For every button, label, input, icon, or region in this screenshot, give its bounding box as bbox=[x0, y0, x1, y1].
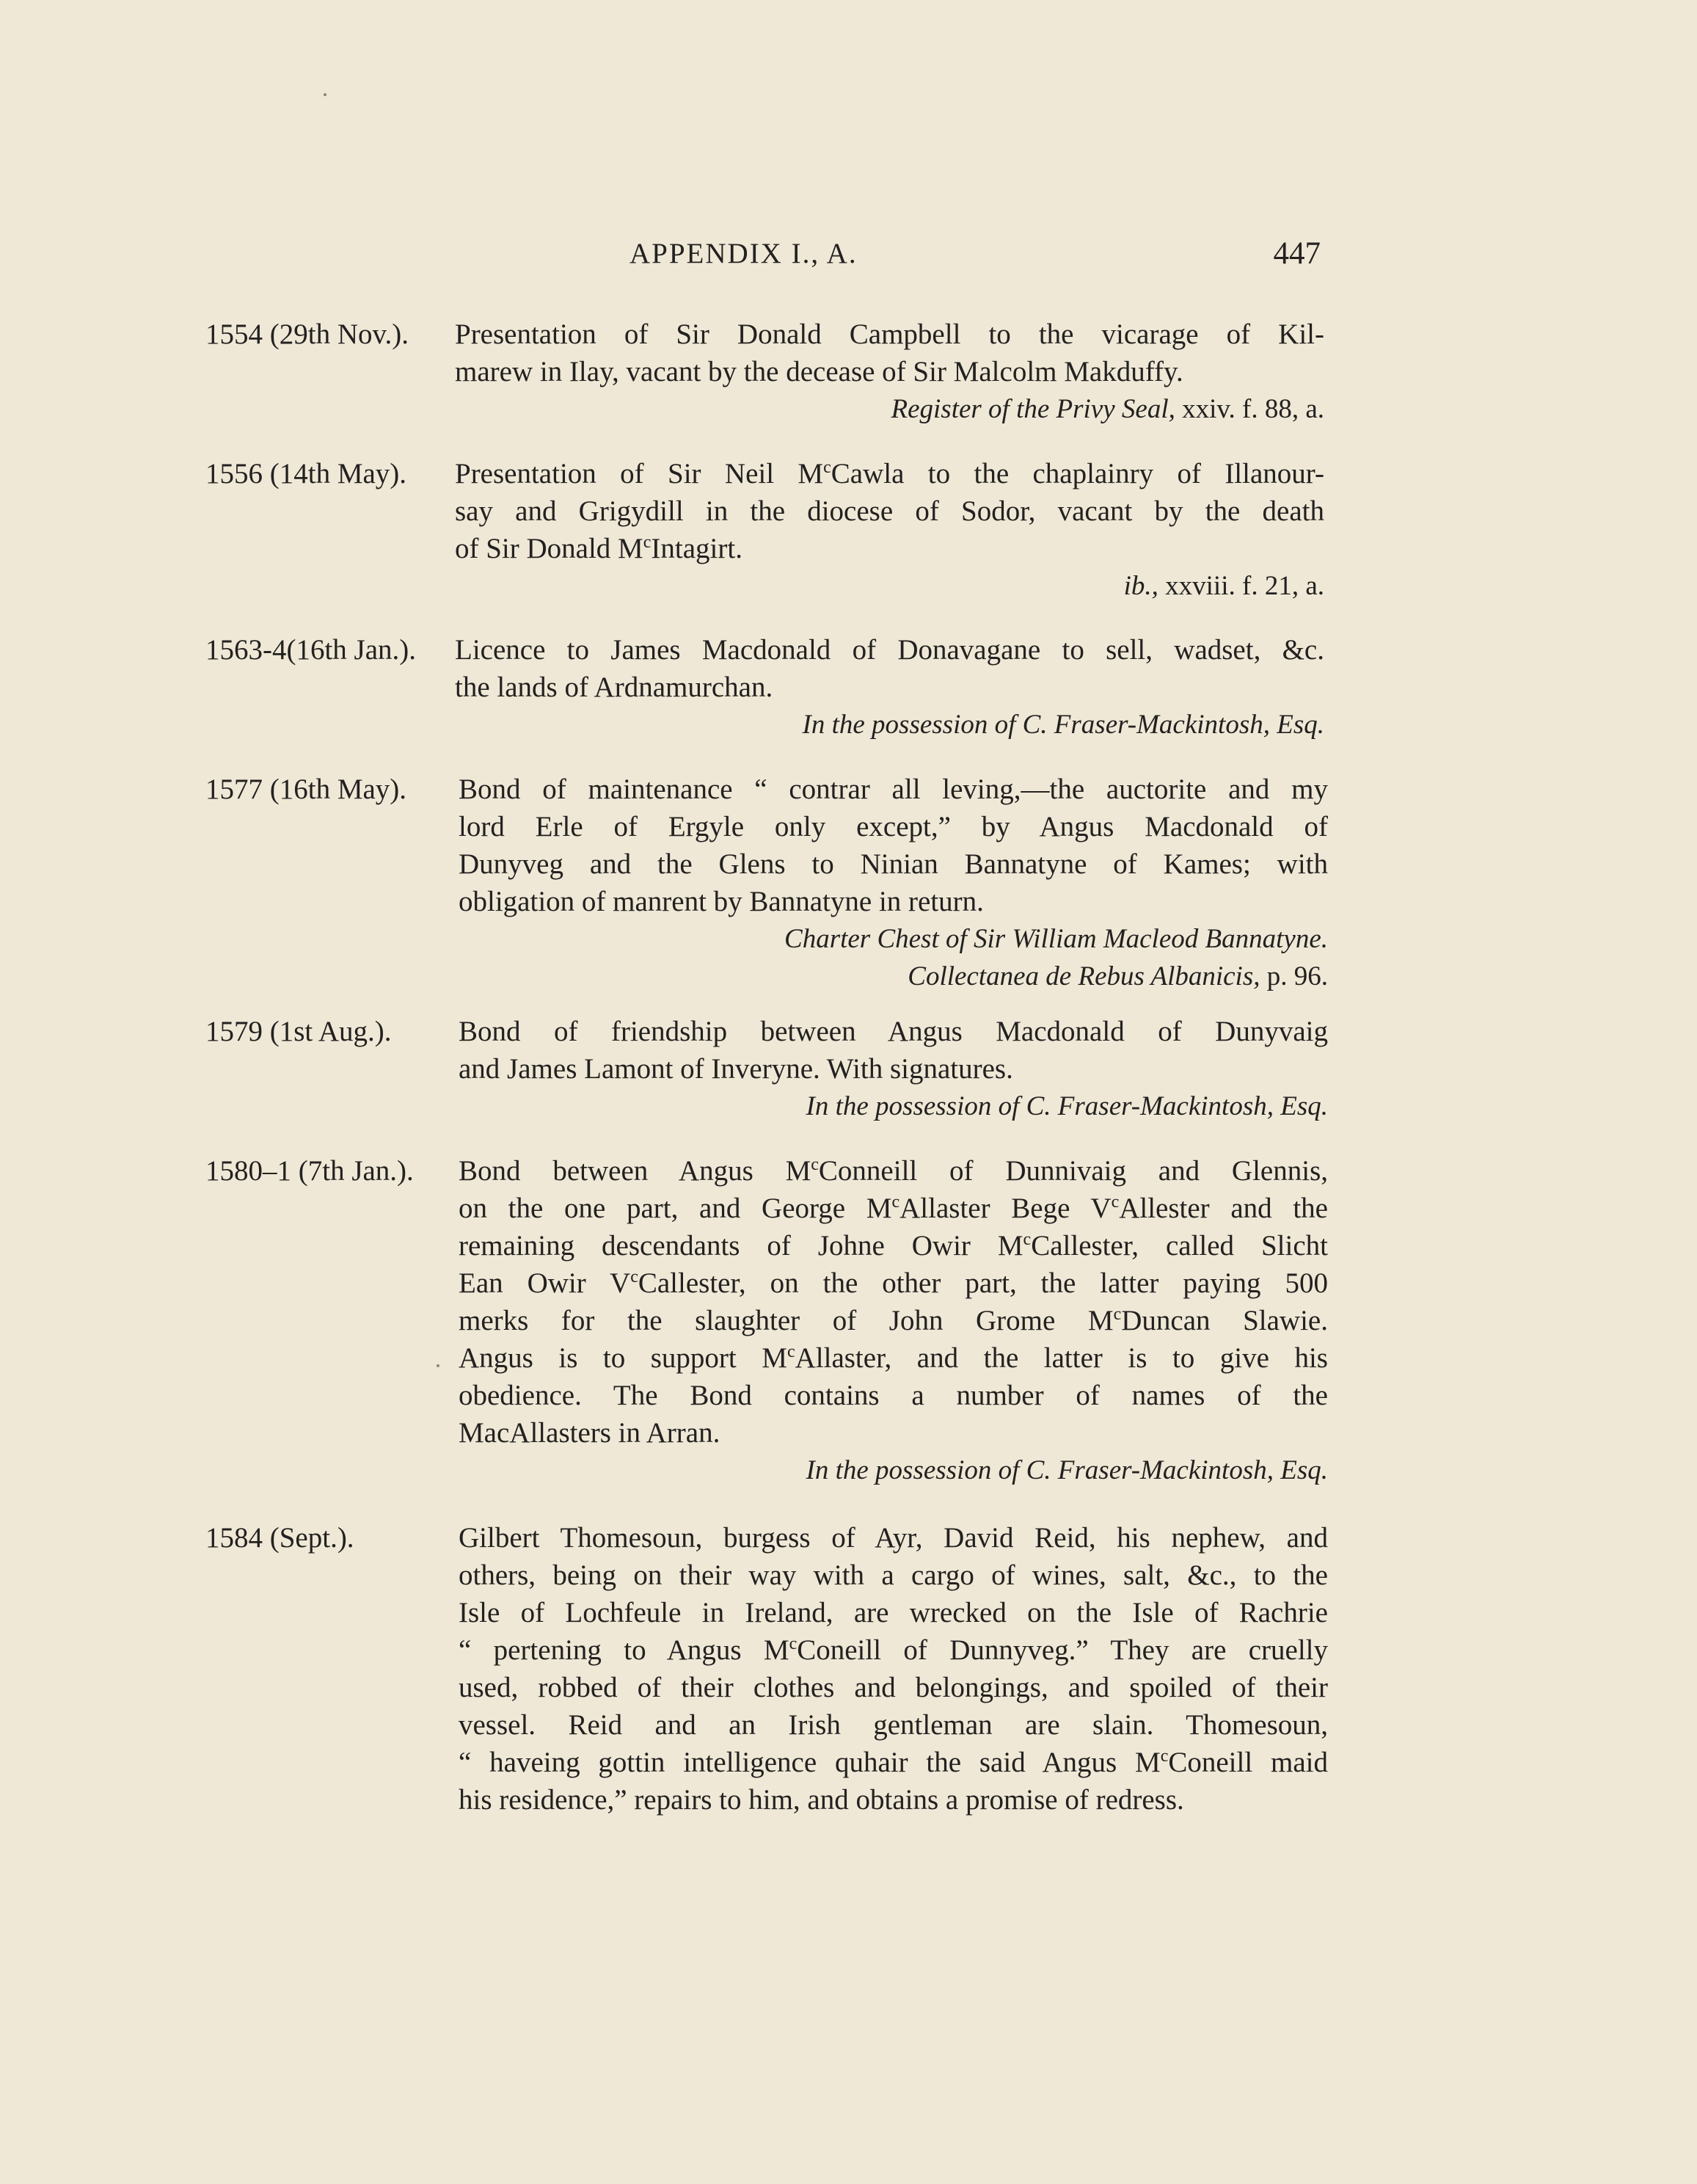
entry-body bbox=[459, 1013, 1328, 1125]
entry-text-line: remaining descendants of Johne Owir $M^cCallester$, called Slicht bbox=[459, 1230, 1328, 1262]
entry-text-line: marew in Ilay, vacant by the decease of Sir Malcolm Makduffy. bbox=[455, 356, 1183, 387]
entry-text-line: on the one part, and George $M^cAllaster$ Bege $V^cAllester$ and the bbox=[459, 1193, 1328, 1224]
entry-text-line: the lands of Ardnamurchan. bbox=[455, 671, 773, 703]
entry-text-line: used, robbed of their clothes and belongings, and spoiled of their bbox=[459, 1672, 1328, 1703]
entry-text-line: of Sir Donald $M^cIntagirt$. bbox=[455, 533, 742, 564]
source-reference: xxiv. f. 88, a. bbox=[1175, 394, 1324, 424]
entry-text-line: Isle of Lochfeule in Ireland, are wrecked on the Isle of Rachrie bbox=[459, 1597, 1328, 1628]
entry-text-line: say and Grigydill in the diocese of Sodor, vacant by the death bbox=[455, 495, 1324, 527]
entry-source bbox=[459, 920, 1328, 958]
source-title: In the possession of C. Fraser-Mackintosh, Esq. bbox=[806, 1091, 1328, 1121]
source-title: Collectanea de Rebus Albanicis, bbox=[908, 961, 1260, 991]
entry-text-line: obligation of manrent by Bannatyne in return. bbox=[459, 886, 984, 917]
entry-date: 1556 (14th May). bbox=[205, 458, 407, 489]
entry-text-line: his residence,” repairs to him, and obtains a promise of redress. bbox=[459, 1784, 1184, 1816]
entry-text-line: Presentation of Sir Neil $M^cCawla$ to the chaplainry of Illanour- bbox=[455, 458, 1324, 489]
entry-text-line: obedience. The Bond contains a number of names of the bbox=[459, 1380, 1328, 1411]
entry-text-line: Bond between Angus $M^cConneill$ of Dunnivaig and Glennis, bbox=[459, 1155, 1328, 1187]
source-reference: p. 96. bbox=[1260, 961, 1328, 991]
entry-text-line: “ pertening to Angus $M^cConeill$ of Dunnyveg.” They are cruelly bbox=[459, 1634, 1328, 1666]
entry-source bbox=[455, 390, 1324, 428]
entry-text-line: and James Lamont of Inveryne. With signatures. bbox=[459, 1053, 1013, 1085]
entry-date: 1577 (16th May). bbox=[205, 774, 407, 805]
entry-text-line: Angus is to support $M^cAllaster$, and the latter is to give his bbox=[459, 1342, 1328, 1374]
paper-speck bbox=[437, 1364, 439, 1367]
entry-body bbox=[455, 631, 1324, 743]
entry-body bbox=[459, 1152, 1328, 1489]
entry-text-line: merks for the slaughter of John Grome $M^cDuncan$ Slawie. bbox=[459, 1305, 1328, 1336]
entry-text-line: others, being on their way with a cargo of wines, salt, &c., to the bbox=[459, 1559, 1328, 1591]
entry-text-line: Presentation of Sir Donald Campbell to the vicarage of Kil- bbox=[455, 318, 1324, 350]
entry-text-line: lord Erle of Ergyle only except,” by Angus Macdonald of bbox=[459, 811, 1328, 842]
entry-source bbox=[455, 567, 1324, 605]
entry-date: 1584 (Sept.). bbox=[205, 1522, 354, 1554]
entry-text-line: Licence to James Macdonald of Donavagane to sell, wadset, &c. bbox=[455, 634, 1324, 666]
entry-body bbox=[459, 771, 1328, 995]
entry-text-line: Bond of friendship between Angus Macdonald of Dunyvaig bbox=[459, 1016, 1328, 1047]
source-title: Register of the Privy Seal, bbox=[891, 394, 1175, 424]
paper-speck bbox=[324, 93, 326, 96]
entry-text-line: Ean Owir $V^cCallester$, on the other part, the latter paying 500 bbox=[459, 1267, 1329, 1299]
entry-text-line: Gilbert Thomesoun, burgess of Ayr, David Reid, his nephew, and bbox=[459, 1522, 1328, 1554]
running-head: APPENDIX I., A. bbox=[629, 238, 858, 269]
entry-source bbox=[459, 1452, 1328, 1489]
entry-text-line: vessel. Reid and an Irish gentleman are slain. Thomesoun, bbox=[459, 1709, 1328, 1741]
entry-body bbox=[455, 455, 1324, 605]
source-reference: xxviii. f. 21, a. bbox=[1158, 571, 1324, 601]
entry-body bbox=[455, 316, 1324, 428]
entry-text-line: Dunyveg and the Glens to Ninian Bannatyne of Kames; with bbox=[459, 848, 1328, 880]
page-header bbox=[205, 237, 1321, 281]
source-title: In the possession of C. Fraser-Mackintosh, Esq. bbox=[802, 710, 1324, 740]
entry-text-line: “ haveing gottin intelligence quhair the said Angus $M^cConeill$ maid bbox=[459, 1747, 1328, 1778]
entry-body bbox=[459, 1519, 1328, 1819]
entry-date: 1563-4(16th Jan.). bbox=[205, 634, 417, 666]
entry-text-line: Bond of maintenance “ contrar all leving,—the auctorite and my bbox=[459, 774, 1328, 805]
entry-source bbox=[459, 1088, 1328, 1125]
entry-source bbox=[455, 706, 1324, 743]
source-title: Charter Chest of Sir William Macleod Bannatyne. bbox=[784, 924, 1328, 954]
entry-date: 1579 (1st Aug.). bbox=[205, 1016, 392, 1047]
entry-date: 1580–1 (7th Jan.). bbox=[205, 1155, 414, 1187]
entry-text-line: MacAllasters in Arran. bbox=[459, 1417, 720, 1449]
source-title: ib., bbox=[1123, 571, 1158, 601]
page-number: 447 bbox=[1273, 236, 1321, 271]
source-title: In the possession of C. Fraser-Mackintosh, Esq. bbox=[806, 1455, 1328, 1485]
entry-date: 1554 (29th Nov.). bbox=[205, 318, 409, 350]
entry-source bbox=[459, 958, 1328, 995]
